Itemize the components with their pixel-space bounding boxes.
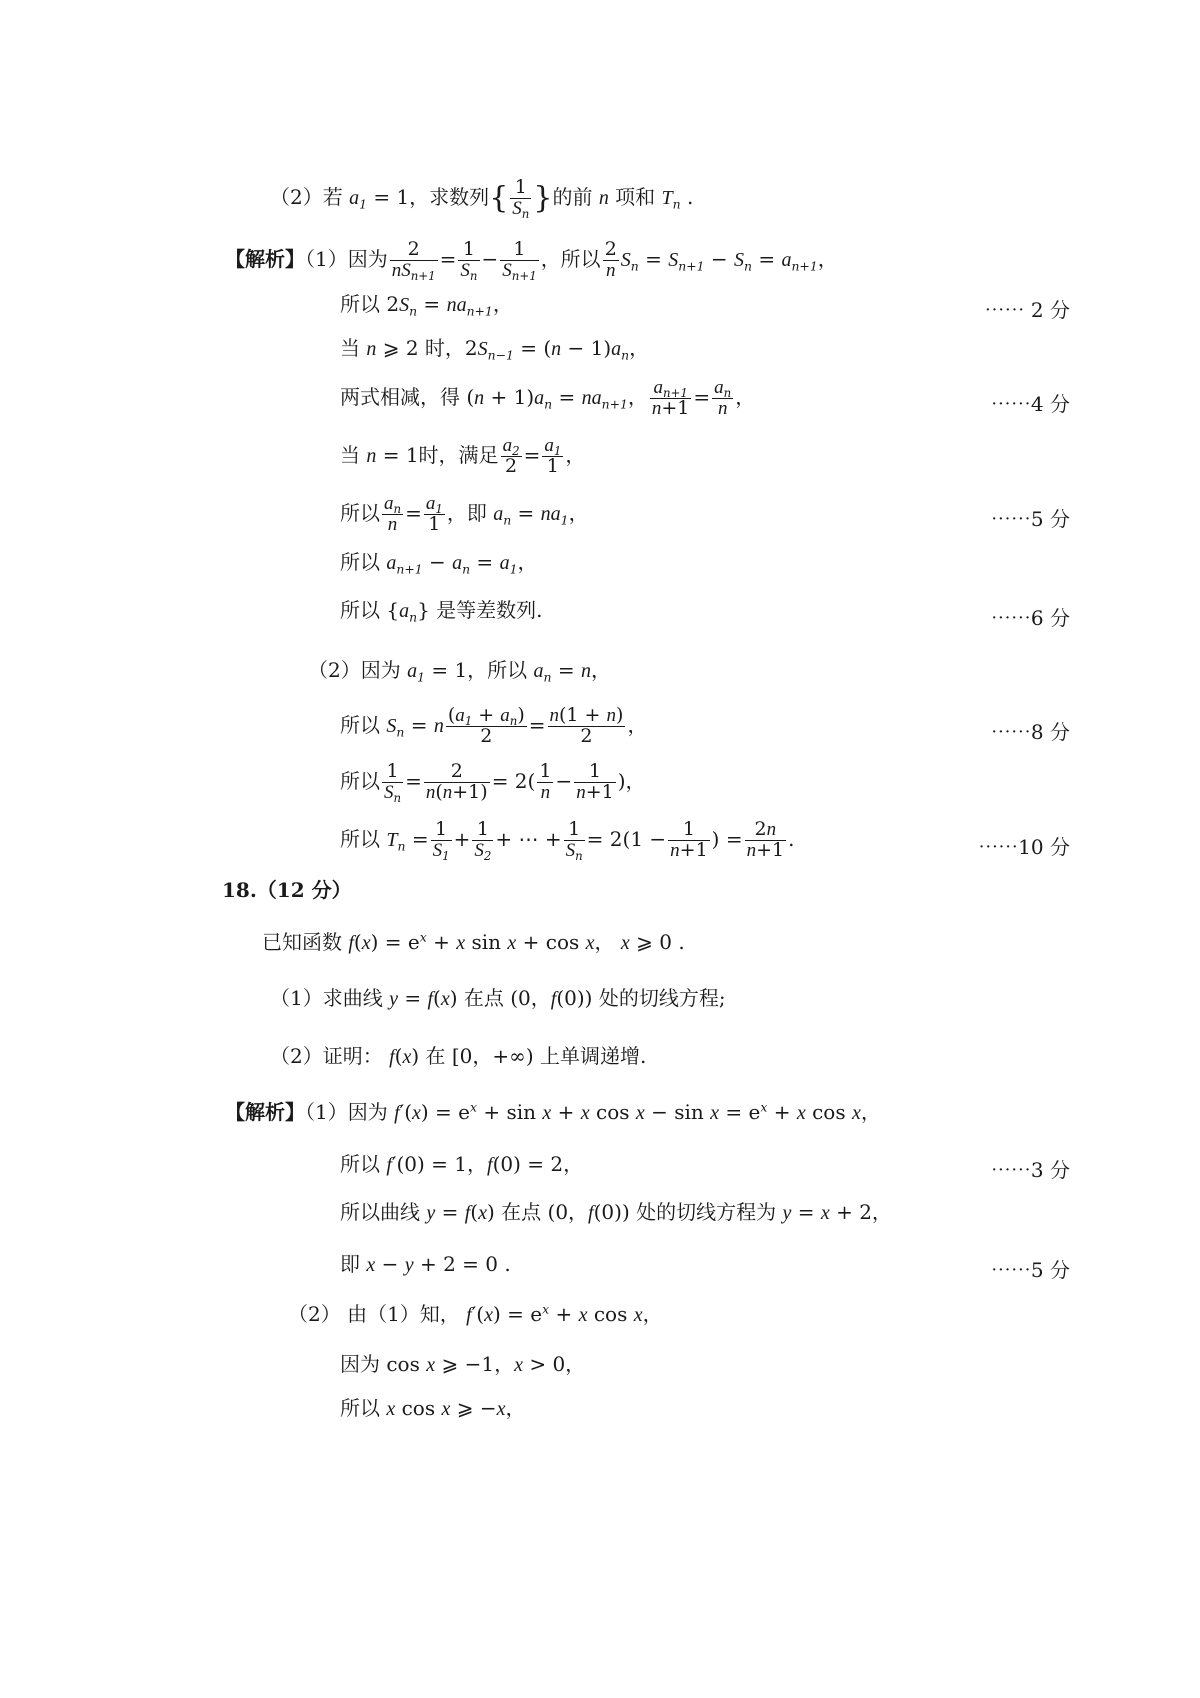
solution-label: 【解析】 xyxy=(225,1100,305,1124)
q17-part2-step-2: 所以 $\frac{1}{S_n}$ = $\frac{2}{n(n+1)}$ = 2( $\frac{1}{n}$ − $\frac{1}{n+1}$ )， xyxy=(340,760,646,806)
solution-label: 【解析】 xyxy=(225,246,305,271)
q17-solution-part1-intro: 【解析】（1）因为 $\frac{2}{nS_{n+1}}$ = $\frac{1}{S_n}$ − $\frac{1}{S_{n+1}}$ ，所以 $\frac{2}{n}$ $S_n = S_{n+1} - S_n = a_{n+1}$， xyxy=(225,238,838,284)
q17-part2-intro: （2）因为 $a_1 = 1$，所以 $a_n = n$， xyxy=(308,658,612,685)
q18-sol1-step-2: 所以曲线 y = f(x) 在点 (0，f(0)) 处的切线方程为 y = x + 2， xyxy=(340,1200,892,1224)
q17-part2-step-3: 所以 $T_n$ = $\frac{1}{S_1}$ + $\frac{1}{S_2}$ + ⋯ + $\frac{1}{S_n}$ = 2(1 − $\frac{1}{n+1}$ ) = $\frac{2n}{n+1}$ . xyxy=(340,818,795,864)
q17-step-2: 当 n ⩾ 2 时，$2S_{n-1} = (n - 1)a_n$， xyxy=(340,336,650,363)
q17-part2-prompt: （2）若 $a_1 = 1$，求数列{ $\frac{1}{S_n}$ }的前 n 项和 $T_n$ . xyxy=(270,176,694,222)
q17-step-6: 所以 $a_{n+1} - a_n = a_1$， xyxy=(340,550,538,577)
points-marker: ⋯⋯6 分 xyxy=(990,606,1070,630)
points-marker: ⋯⋯5 分 xyxy=(990,1258,1070,1282)
q17-step-1: 所以 $2S_n = na_{n+1}$， xyxy=(340,292,513,319)
q18-statement: 已知函数 $f(x) = e^x + x$ sin x + cos x， x ⩾ 0 . xyxy=(262,929,685,954)
q18-sol2-intro: （2） 由（1）知， $f'(x) = e^x + x$ cos x， xyxy=(288,1301,663,1326)
q17-step-7: 所以 $\{a_n\}$ 是等差数列. xyxy=(340,598,543,625)
q18-sol1-step-3: 即 x − y + 2 = 0 . xyxy=(340,1252,511,1276)
q17-step-4: 当 n = 1时，满足 $\frac{a_2}{2}$ = $\frac{a_1}{1}$ ， xyxy=(340,435,586,477)
q17-step-5: 所以 $\frac{a_n}{n}$ = $\frac{a_1}{1}$ ，即 $a_n = na_1$， xyxy=(340,493,589,535)
points-marker: ⋯⋯3 分 xyxy=(990,1158,1070,1182)
q18-part2: （2）证明： f(x) 在 [0，+∞) 上单调递增. xyxy=(270,1044,647,1068)
q17-part2-step-1: 所以 $S_n = n$ $\frac{(a_1 + a_n)}{2}$ = $\frac{n(1 + n)}{2}$ ， xyxy=(340,704,648,747)
q18-header: 18.（12 分） xyxy=(222,878,352,902)
points-marker: ⋯⋯8 分 xyxy=(990,720,1070,744)
q18-sol1-step-1: 所以 f′(0) = 1，f(0) = 2， xyxy=(340,1152,584,1176)
q18-solution-part1-intro: 【解析】（1）因为 $f'(x) = e^x + \sin x + x$ $\cos x - \sin x = e^x + x$ cos x， xyxy=(225,1099,881,1124)
q18-part1: （1）求曲线 y = f(x) 在点 (0，f(0)) 处的切线方程; xyxy=(270,986,726,1010)
points-marker: ⋯⋯5 分 xyxy=(990,507,1070,531)
q18-sol2-step-1: 因为 cos x ⩾ −1，x > 0， xyxy=(340,1352,586,1376)
q18-sol2-step-2: 所以 x cos x ⩾ −x， xyxy=(340,1396,526,1420)
q17-step-3: 两式相减，得 $(n + 1)a_n = na_{n+1}$， $\frac{a_{n+1}}{n+1}$ = $\frac{a_n}{n}$ ， xyxy=(340,377,756,419)
points-marker: ⋯⋯ 2 分 xyxy=(984,298,1070,322)
points-marker: ⋯⋯4 分 xyxy=(990,392,1070,416)
points-marker: ⋯⋯10 分 xyxy=(978,835,1070,859)
